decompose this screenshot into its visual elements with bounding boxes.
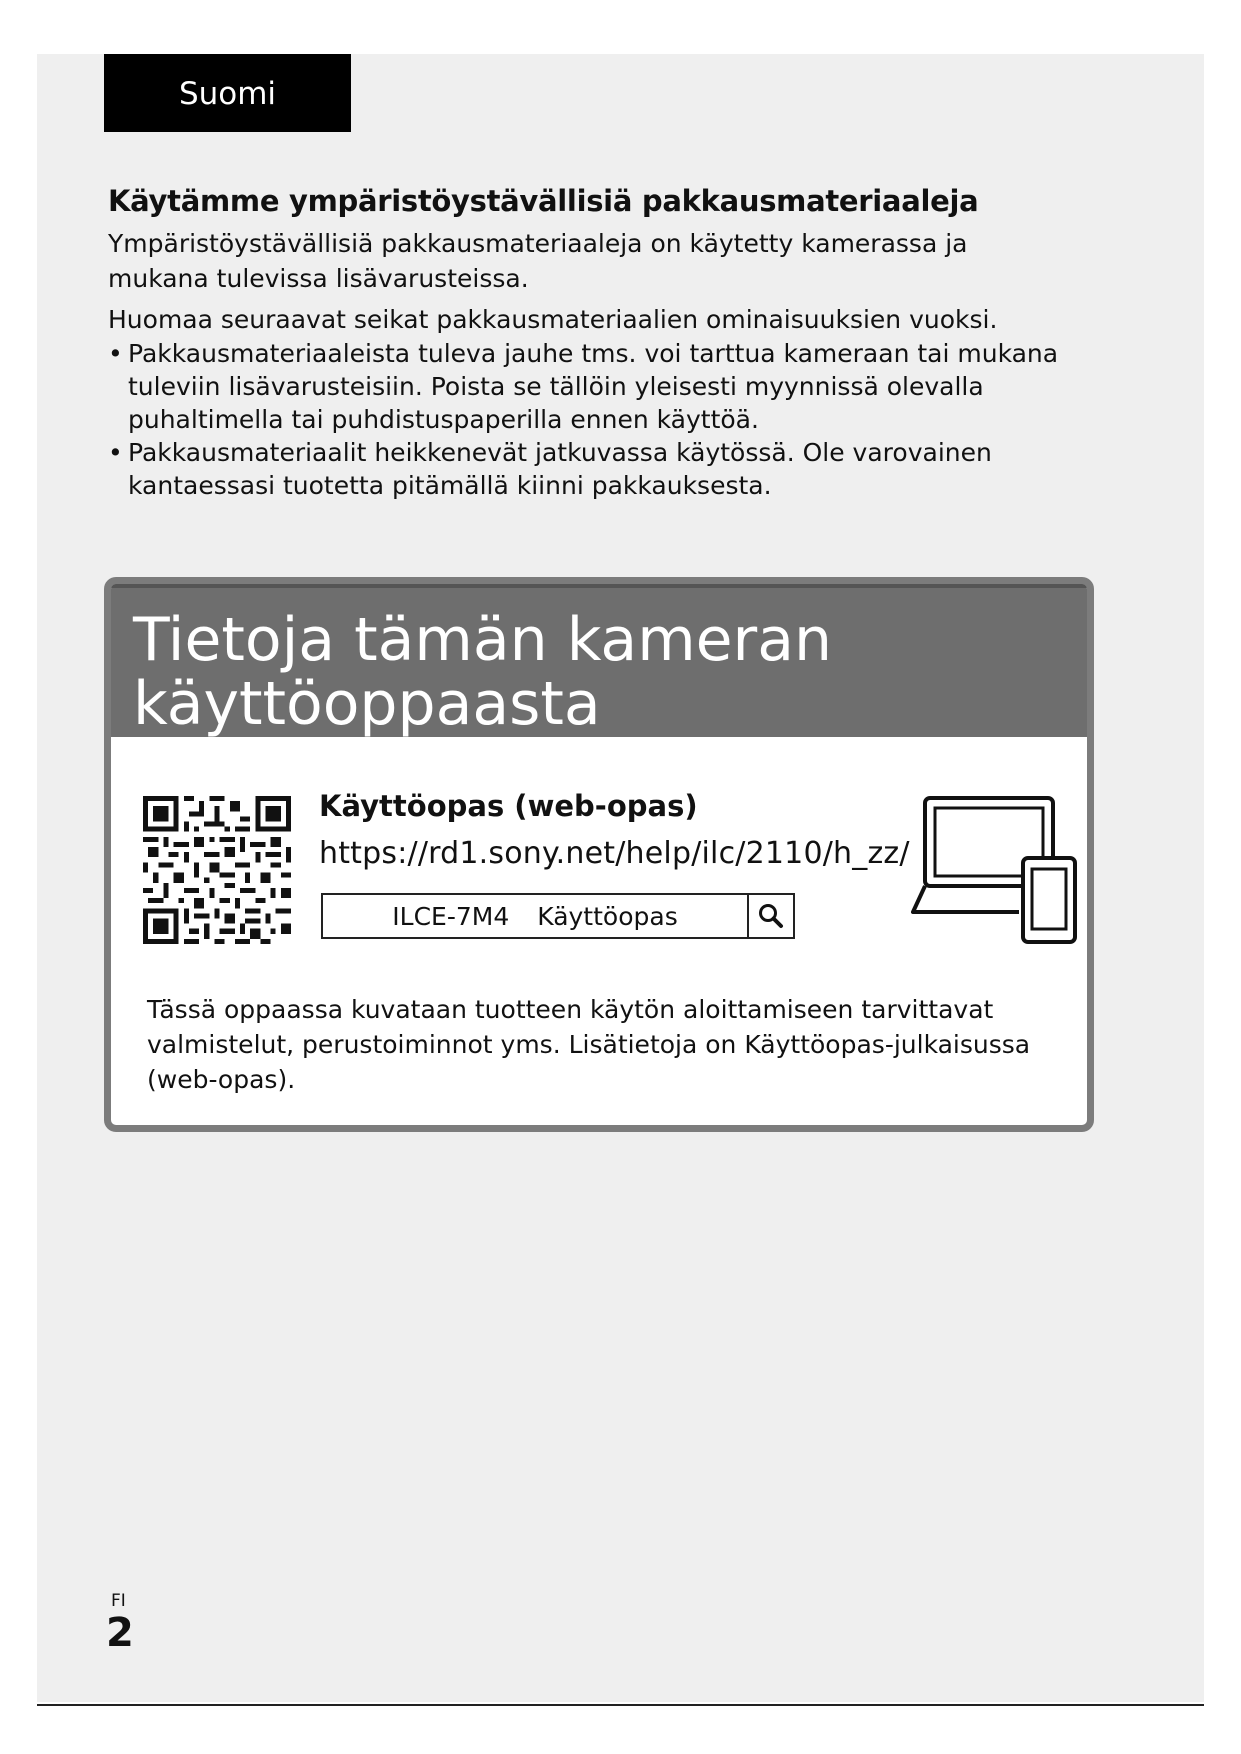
box-title-line-1: Tietoja tämän kameran: [133, 605, 833, 675]
footer-language-code: FI: [111, 1591, 126, 1611]
bullet-text: Pakkausmateriaaleista tuleva jauhe tms. voi tarttua kameraan tai mukana tuleviin lisävarusteisiin. Poista se tällöin yleisesti myynnissä olevalla puhaltimella tai puhdistuspaperilla ennen käyttöä.: [128, 339, 1059, 434]
search-input[interactable]: [323, 895, 747, 937]
help-guide-box-header: [111, 584, 1087, 737]
bullet-text: Pakkausmateriaalit heikkenevät jatkuvassa käytössä. Ole varovainen kantaessasi tuotetta pitämällä kiinni pakkauksesta.: [128, 438, 992, 500]
intro-bullet-list: [108, 337, 1068, 502]
search-term-text: Käyttöopas: [537, 901, 678, 931]
page-number: 2: [106, 1610, 134, 1656]
bottom-divider: [37, 1704, 1204, 1706]
box-body-text: Tässä oppaassa kuvataan tuotteen käytön aloittamiseen tarvittavat valmistelut, perustoiminnot yms. Lisätietoja on Käyttöopas-julkaisussa (web-opas).: [147, 995, 1031, 1094]
search-bar[interactable]: [321, 893, 795, 939]
intro-heading: Käytämme ympäristöystävällisiä pakkausmateriaaleja: [108, 184, 979, 218]
guide-title: Käyttöopas (web-opas): [319, 789, 698, 823]
list-item: • Pakkausmateriaaleista tuleva jauhe tms. voi tarttua kameraan tai mukana tuleviin lisävarusteisiin. Poista se tällöin yleisesti myynnissä olevalla puhaltimella tai puhdistuspaperilla ennen käyttöä.: [108, 339, 1059, 434]
intro-paragraph-2: Huomaa seuraavat seikat pakkausmateriaalien ominaisuuksien vuoksi.: [108, 305, 998, 334]
list-item: • Pakkausmateriaalit heikkenevät jatkuvassa käytössä. Ole varovainen kantaessasi tuotetta pitämällä kiinni pakkauksesta.: [108, 438, 992, 500]
language-tab: [104, 54, 351, 132]
language-tab-label: Suomi: [178, 76, 277, 112]
search-model-text: ILCE-7M4: [392, 901, 510, 931]
box-title-line-2: käyttöoppaasta: [133, 669, 601, 739]
search-icon: [757, 902, 785, 930]
help-guide-box: [104, 577, 1094, 1132]
search-button[interactable]: [747, 895, 793, 937]
guide-url-link[interactable]: https://rd1.sony.net/help/ilc/2110/h_zz/: [319, 836, 910, 871]
qr-code-icon[interactable]: [143, 796, 291, 944]
laptop-tablet-icon: [911, 794, 1081, 944]
intro-paragraph-1: Ympäristöystävällisiä pakkausmateriaaleja on käytetty kamerassa ja mukana tulevissa lisävarusteissa.: [108, 229, 968, 293]
intro-section: [108, 184, 1068, 502]
